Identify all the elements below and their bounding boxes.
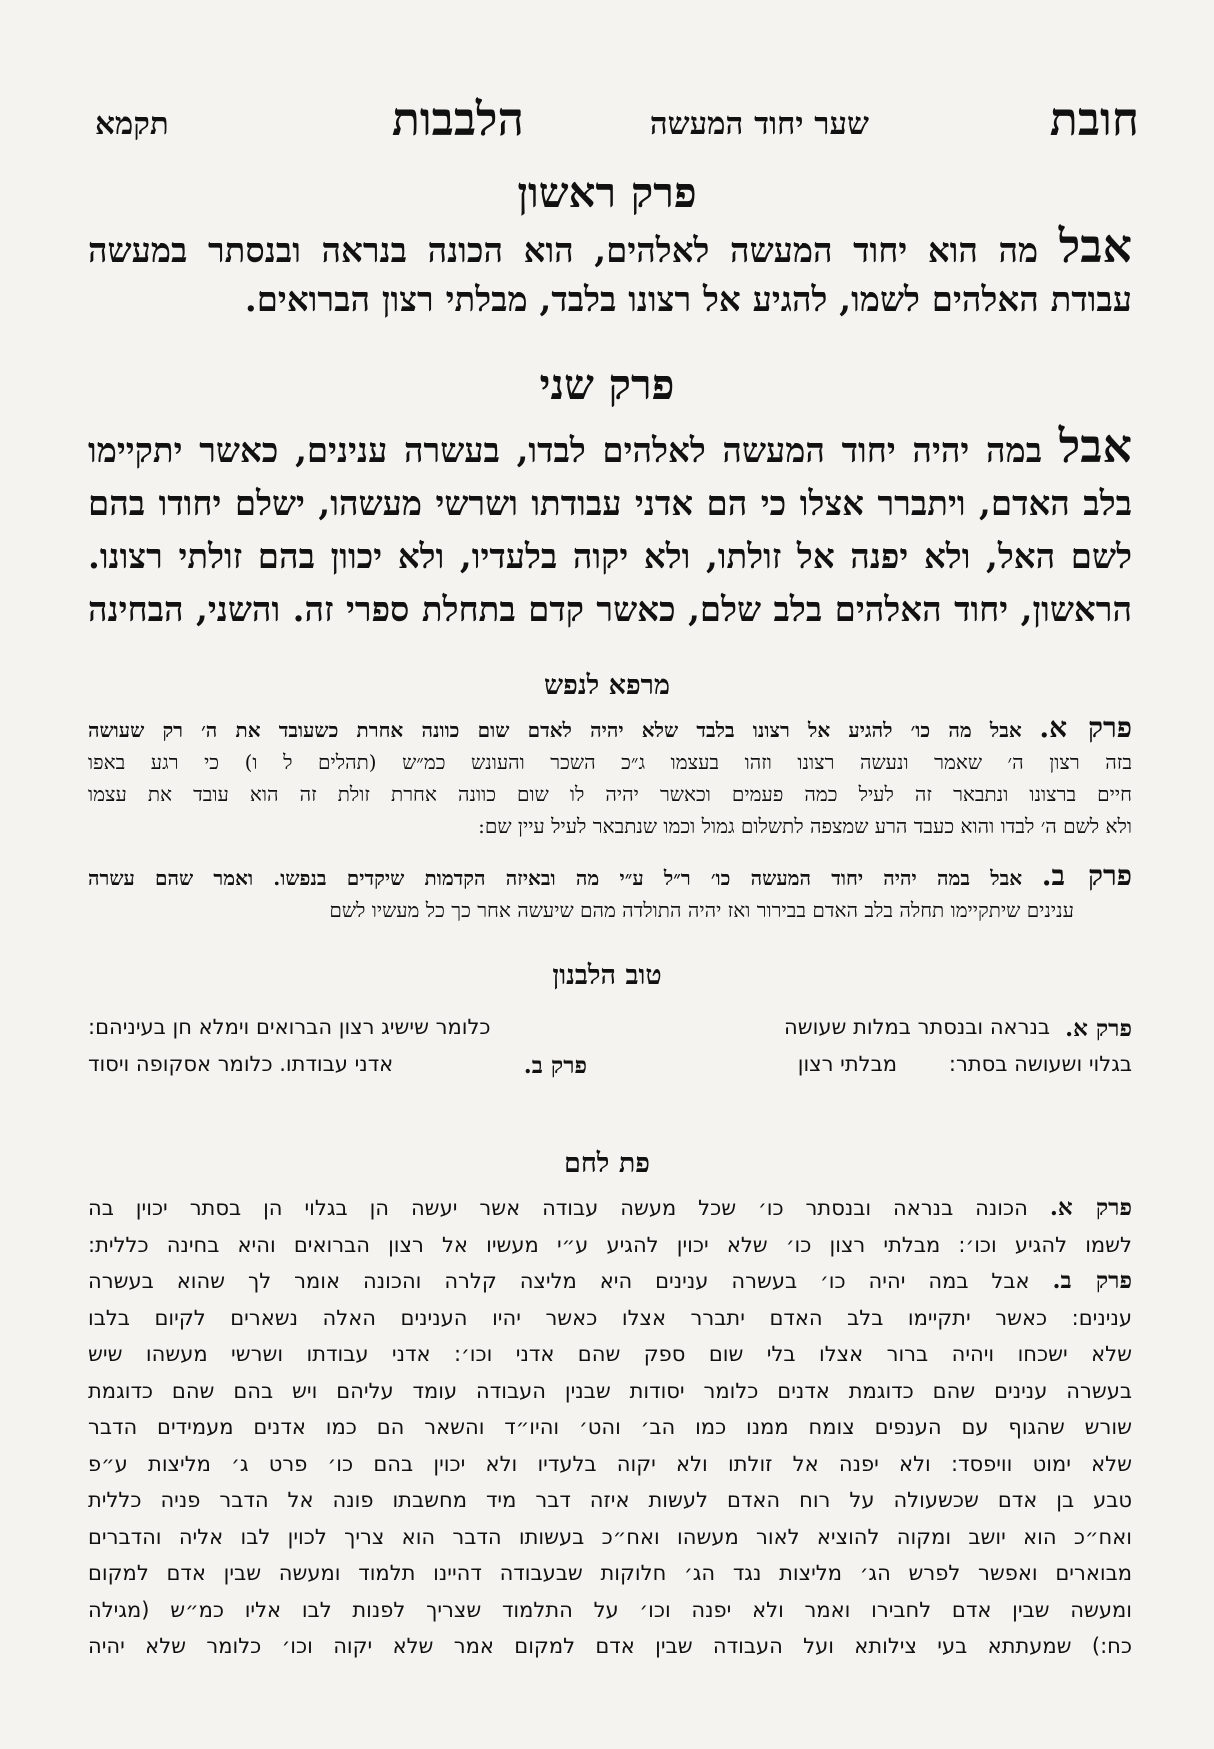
chapter-1-line: עבודת האלהים לשמו, להגיע אל רצונו בלבד, מבלתי רצון הברואים. [244, 280, 1132, 320]
pat-line: לשמו להגיע וכו׳: מבלתי רצון כו׳ שלא יכוין להגיע ע״י מעשיו אל רצון הברואים והיא בחינה כללית: [88, 1232, 1132, 1257]
chapter-1-text [88, 219, 1132, 325]
tov-text: אדני עבודתו. כלומר אסקופה ויסוד [88, 1052, 394, 1076]
marpe-line: ענינים שיתקיימו תחלה בלב האדם בבירור ואז יהיה התולדה מהם שיעשה אחר כך כל מעשיו לשם [329, 898, 1074, 922]
marpe-line: בזה רצון ה׳ שאמר ונעשה רצונו וזהו בעצמו ג״כ השכר והעונש כמ״ש (תהלים ל ו) כי רגע באפו [88, 750, 1132, 774]
marpe-line: ולא לשם ה׳ לבדו והוא כעבד הרע שמצפה לתשלום גמול וכמו שנתבאר לעיל עיין שם: [478, 814, 1132, 838]
tov-title: טוב הלבנון [552, 960, 662, 991]
chapter-1-first-word: אבל [1058, 219, 1132, 273]
chapter-2-line: הראשון, יחוד האלהים בלב שלם, כאשר קדם בתחלת ספרי זה. והשני, הבחינה [88, 590, 1132, 630]
pat-line: כח:) שמעתתא בעי צילותא ועל העבודה שבין אדם למקום אמר שלא יקוה וכו׳ כלומר שלא יהיה [88, 1634, 1132, 1658]
pat-line: שורש שהגוף עם הענפים צומח ממנו כמו הב׳ והט׳ והיו״ד והשאר הם כמו אדנים מעמידים הדבר [88, 1415, 1132, 1439]
tov-row-2 [88, 1052, 1132, 1086]
book-title-2: הלבבות [391, 92, 524, 146]
chapter-2-first-word: אבל [1058, 419, 1132, 473]
tov-text: בנראה ובנסתר במלות שעושה [784, 1015, 1050, 1039]
chapter-2-title: פרק שני [539, 360, 675, 409]
pat-line: ענינים: כאשר יתקיימו בלב האדם יתברר אצלו כאשר יהיו הענינים האלה נשארים לקיום בלבו [88, 1305, 1132, 1330]
pat-line: פרק א. הכונה בנראה ובנסתר כו׳ שכל מעשה עבודה אשר יעשה הן בגלוי הן בסתר יכוין בה [88, 1194, 1132, 1221]
marpe-title: מרפא לנפש [544, 670, 670, 701]
chapter-1-line: אבל מה הוא יחוד המעשה לאלהים, הוא הכונה בנראה ובנסתר במעשה [88, 219, 1132, 273]
pat-line: ומעשה שבין אדם לחבירו ואמר ולא יפנה וכו׳ על התלמוד שצריך לפנות לבו אליו כמ״ש (מגילה [88, 1597, 1132, 1622]
page-number: תקמא [95, 106, 169, 142]
chapter-1-title: פרק ראשון [517, 168, 697, 217]
book-title-1: חובת [1049, 92, 1139, 146]
pat-line: שלא ישכחו ויהיה ברור אצלו בלי שום ספק שהם אדני וכו׳: אדני עבודתו ושרשי מעשהו שיש [88, 1342, 1132, 1366]
tov-row-1 [88, 1015, 1132, 1049]
tov-lead: פרק ב. [523, 1052, 587, 1079]
pat-line: פרק ב. אבל במה יהיה כו׳ בעשרה ענינים היא מליצה קלרה והכונה אומר לך שהוא בעשרה [88, 1267, 1132, 1294]
pat-line: טבע בן אדם שכשעולה על רוח האדם לעשות איזה דבר מיד מחשבתו פונה אל הדבר פניה כללית [88, 1488, 1132, 1512]
pat-lechem-text [88, 1190, 1132, 1665]
chapter-2-line: לשם האל, ולא יפנה אל זולתו, ולא יקוה בלעדיו, ולא יכוון בהם זולתי רצונו. [88, 537, 1132, 577]
chapter-2-text [88, 420, 1132, 637]
marpe-para-1 [88, 712, 1132, 842]
running-header [95, 92, 1139, 152]
chapter-2-line: בלב האדם, ויתברר אצלו כי הם אדני עבודתו ושרשי מעשהו, ישלם יחודו בהם [88, 484, 1132, 524]
marpe-line: פרק ב. אבל במה יהיה יחוד המעשה כו׳ ר״ל ע״י מה ובאיזה הקדמות שיקדים בנפשו. ואמר שהם עשרה [88, 860, 1132, 892]
pat-line: שלא ימוט וויפסד: ולא יפנה אל זולתו ולא יקוה בלעדיו ולא יכוין בהם כו׳ פרט ג׳ מליצות ע״פ [88, 1451, 1132, 1476]
marpe-line: פרק א. אבל מה כו׳ להגיע אל רצונו בלבד שלא יהיה לאדם שום כוונה אחרת כשעובד את ה׳ רק שעושה [88, 712, 1132, 744]
pat-line: בעשרה ענינים שהם כדוגמת אדנים כלומר יסודות שבנין העבודה עומד עליהם ויש בהם שהם כדוגמת [88, 1378, 1132, 1403]
tov-text: בגלוי ושעושה בסתר: [948, 1052, 1132, 1076]
tov-gloss: כלומר שישיג רצון הברואים וימלא חן בעיניהם: [88, 1015, 491, 1039]
tov-text: מבלתי רצון [797, 1052, 897, 1076]
gate-title: שער יחוד המעשה [649, 106, 869, 142]
marpe-para-2 [88, 860, 1132, 926]
chapter-2-line: אבל במה יהיה יחוד המעשה לאלהים לבדו, בעשרה ענינים, כאשר יתקיימו [88, 419, 1132, 473]
pat-line: ואח״כ הוא יושב ומקוה להוציא לאור מעשהו ואח״כ בעשותו הדבר הוא צריך לכוין לבו אליה והדברים [88, 1524, 1132, 1549]
pat-line: מבוארים ואפשר לפרש הג׳ מליצות נגד הג׳ חלוקות שבעבודה דהיינו תלמוד ומעשה שבין אדם למקום [88, 1561, 1132, 1585]
pat-lechem-title: פת לחם [563, 1148, 650, 1179]
tov-lead: פרק א. [1065, 1015, 1132, 1042]
marpe-line: חיים ברצונו ונתבאר זה לעיל כמה פעמים וכאשר יהיה לו שום כוונה אחרת זולת זה הוא עובד את עצמו [88, 782, 1132, 806]
